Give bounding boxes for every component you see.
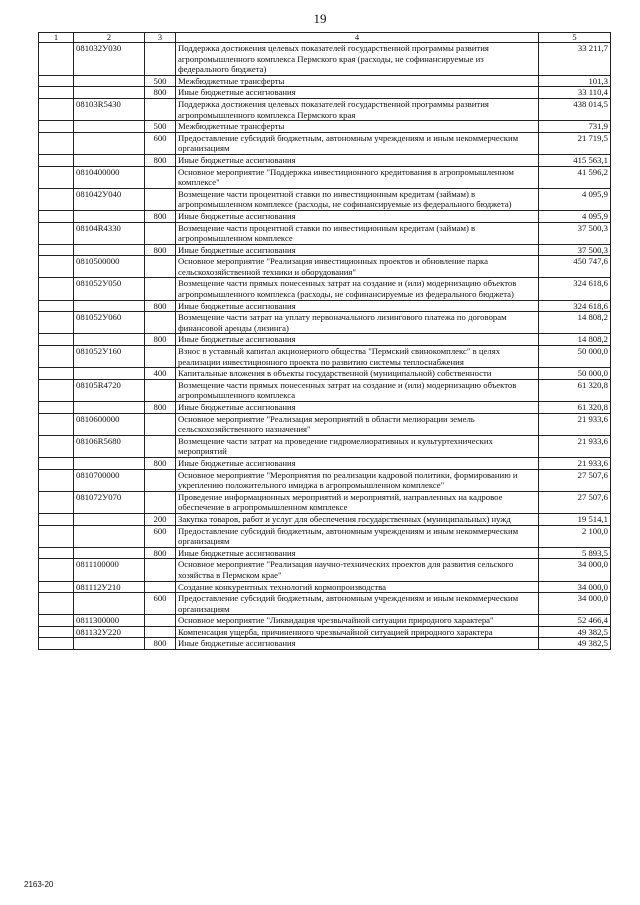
cell-expense-type <box>145 346 176 368</box>
cell-target-code: 08103R5430 <box>74 98 145 120</box>
cell-expense-type <box>145 615 176 627</box>
table-row <box>39 402 611 414</box>
cell-item-name: Предоставление субсидий бюджетным, автономным учреждениям и иным некоммерческим организациям <box>176 593 539 615</box>
cell-amount: 4 095,9 <box>539 210 611 222</box>
cell-item-name: Иные бюджетные ассигнования <box>176 334 539 346</box>
table-row <box>39 210 611 222</box>
table-header-row <box>39 33 611 43</box>
cell-expense-type: 500 <box>145 75 176 87</box>
cell-item-name: Основное мероприятие "Реализация мероприятий в области мелиорации земель сельскохозяйственного назначения" <box>176 413 539 435</box>
cell-target-code <box>74 121 145 133</box>
cell-empty <box>39 222 74 244</box>
cell-item-name: Основное мероприятие "Ликвидация чрезвычайной ситуации природного характера" <box>176 615 539 627</box>
table-row <box>39 75 611 87</box>
cell-empty <box>39 581 74 593</box>
cell-expense-type <box>145 379 176 401</box>
cell-expense-type: 800 <box>145 210 176 222</box>
cell-amount: 34 000,0 <box>539 559 611 581</box>
cell-target-code <box>74 457 145 469</box>
cell-target-code <box>74 300 145 312</box>
cell-expense-type: 800 <box>145 457 176 469</box>
table-row <box>39 121 611 133</box>
cell-item-name: Основное мероприятие "Реализация научно-технических проектов для развития сельского хозяйства в Пермском крае" <box>176 559 539 581</box>
cell-empty <box>39 188 74 210</box>
cell-empty <box>39 638 74 650</box>
cell-amount: 324 618,6 <box>539 278 611 300</box>
cell-empty <box>39 154 74 166</box>
cell-amount: 731,9 <box>539 121 611 133</box>
cell-target-code <box>74 334 145 346</box>
cell-amount: 50 000,0 <box>539 346 611 368</box>
table-row <box>39 222 611 244</box>
cell-target-code <box>74 154 145 166</box>
cell-expense-type <box>145 435 176 457</box>
cell-item-name: Возмещение части затрат на проведение гидромелиоративных и культуртехнических мероприятий <box>176 435 539 457</box>
table-row <box>39 491 611 513</box>
cell-item-name: Иные бюджетные ассигнования <box>176 547 539 559</box>
table-row <box>39 435 611 457</box>
cell-target-code: 081112У210 <box>74 581 145 593</box>
cell-target-code <box>74 244 145 256</box>
cell-item-name: Основное мероприятие "Поддержка инвестиционного кредитования в агропромышленном комплексе" <box>176 166 539 188</box>
cell-amount: 324 618,6 <box>539 300 611 312</box>
cell-target-code: 0811100000 <box>74 559 145 581</box>
cell-target-code <box>74 547 145 559</box>
cell-amount: 52 466,4 <box>539 615 611 627</box>
cell-amount: 21 933,6 <box>539 457 611 469</box>
cell-amount: 14 808,2 <box>539 334 611 346</box>
cell-item-name: Основное мероприятие "Реализация инвестиционных проектов и обновление парка сельскохозяйственной техники и оборудования" <box>176 256 539 278</box>
cell-expense-type <box>145 413 176 435</box>
cell-expense-type <box>145 222 176 244</box>
table-row <box>39 513 611 525</box>
cell-expense-type: 400 <box>145 368 176 380</box>
cell-empty <box>39 121 74 133</box>
cell-amount: 415 563,1 <box>539 154 611 166</box>
table-row <box>39 593 611 615</box>
cell-amount: 49 382,5 <box>539 638 611 650</box>
table-row <box>39 413 611 435</box>
cell-amount: 49 382,5 <box>539 626 611 638</box>
cell-empty <box>39 244 74 256</box>
cell-target-code: 0810400000 <box>74 166 145 188</box>
cell-item-name: Межбюджетные трансферты <box>176 75 539 87</box>
cell-expense-type: 800 <box>145 334 176 346</box>
column-header-4: 4 <box>176 33 539 43</box>
cell-empty <box>39 334 74 346</box>
cell-item-name: Иные бюджетные ассигнования <box>176 300 539 312</box>
cell-target-code <box>74 75 145 87</box>
cell-target-code: 0810600000 <box>74 413 145 435</box>
cell-item-name: Предоставление субсидий бюджетным, автономным учреждениям и иным некоммерческим организациям <box>176 525 539 547</box>
table-row <box>39 43 611 76</box>
table-row <box>39 525 611 547</box>
cell-expense-type: 500 <box>145 121 176 133</box>
table-row <box>39 278 611 300</box>
cell-target-code: 081052У060 <box>74 312 145 334</box>
cell-expense-type: 800 <box>145 402 176 414</box>
cell-target-code: 0811300000 <box>74 615 145 627</box>
cell-target-code: 081052У050 <box>74 278 145 300</box>
cell-item-name: Иные бюджетные ассигнования <box>176 638 539 650</box>
table-row <box>39 256 611 278</box>
cell-target-code: 0810700000 <box>74 469 145 491</box>
table-row <box>39 559 611 581</box>
cell-item-name: Поддержка достижения целевых показателей государственной программы развития агропромышленного комплекса Пермского края (расходы, не софинансируемые из федерального бюджета) <box>176 43 539 76</box>
cell-expense-type: 600 <box>145 525 176 547</box>
cell-target-code: 081132У220 <box>74 626 145 638</box>
cell-target-code <box>74 210 145 222</box>
cell-expense-type <box>145 166 176 188</box>
cell-item-name: Основное мероприятие "Мероприятия по реализации кадровой политики, формированию и укреплению положительного имиджа в агропромышленном комплексе" <box>176 469 539 491</box>
cell-item-name: Создание конкурентных технологий кормопроизводства <box>176 581 539 593</box>
table-row <box>39 638 611 650</box>
cell-target-code <box>74 402 145 414</box>
cell-empty <box>39 593 74 615</box>
cell-item-name: Иные бюджетные ассигнования <box>176 210 539 222</box>
cell-amount: 450 747,6 <box>539 256 611 278</box>
table-row <box>39 154 611 166</box>
cell-amount: 33 211,7 <box>539 43 611 76</box>
cell-target-code <box>74 593 145 615</box>
cell-amount: 50 000,0 <box>539 368 611 380</box>
cell-target-code: 081042У040 <box>74 188 145 210</box>
cell-expense-type: 800 <box>145 154 176 166</box>
cell-empty <box>39 368 74 380</box>
cell-empty <box>39 300 74 312</box>
budget-table <box>38 32 611 650</box>
cell-target-code: 08106R5680 <box>74 435 145 457</box>
cell-target-code <box>74 638 145 650</box>
cell-amount: 101,3 <box>539 75 611 87</box>
cell-target-code: 081072У070 <box>74 491 145 513</box>
table-row <box>39 132 611 154</box>
cell-item-name: Иные бюджетные ассигнования <box>176 87 539 99</box>
cell-empty <box>39 457 74 469</box>
cell-amount: 4 095,9 <box>539 188 611 210</box>
cell-item-name: Закупка товаров, работ и услуг для обеспечения государственных (муниципальных) нужд <box>176 513 539 525</box>
cell-expense-type: 600 <box>145 132 176 154</box>
cell-item-name: Иные бюджетные ассигнования <box>176 244 539 256</box>
table-body <box>39 43 611 650</box>
cell-target-code <box>74 132 145 154</box>
table-row <box>39 312 611 334</box>
cell-item-name: Возмещение части процентной ставки по инвестиционным кредитам (займам) в агропромышленном комплексе (расходы, не софинансируемые из федерального бюджета) <box>176 188 539 210</box>
cell-target-code <box>74 525 145 547</box>
cell-expense-type <box>145 469 176 491</box>
table-row <box>39 300 611 312</box>
table-row <box>39 188 611 210</box>
cell-item-name: Возмещение части прямых понесенных затрат на создание и (или) модернизацию объектов агропромышленного комплекса (расходы, не софинансируемые из федерального бюджета) <box>176 278 539 300</box>
cell-target-code: 0810500000 <box>74 256 145 278</box>
table-row <box>39 457 611 469</box>
cell-expense-type <box>145 626 176 638</box>
cell-amount: 21 719,5 <box>539 132 611 154</box>
cell-amount: 41 596,2 <box>539 166 611 188</box>
cell-empty <box>39 615 74 627</box>
table-row <box>39 379 611 401</box>
table-row <box>39 368 611 380</box>
cell-amount: 27 507,6 <box>539 469 611 491</box>
cell-expense-type: 800 <box>145 244 176 256</box>
cell-amount: 34 000,0 <box>539 581 611 593</box>
cell-expense-type: 800 <box>145 300 176 312</box>
cell-amount: 34 000,0 <box>539 593 611 615</box>
cell-empty <box>39 256 74 278</box>
cell-amount: 61 320,8 <box>539 379 611 401</box>
cell-item-name: Межбюджетные трансферты <box>176 121 539 133</box>
cell-target-code <box>74 513 145 525</box>
cell-expense-type <box>145 256 176 278</box>
cell-amount: 14 808,2 <box>539 312 611 334</box>
cell-item-name: Проведение информационных мероприятий и мероприятий, направленных на кадровое обеспечение в агропромышленном комплексе <box>176 491 539 513</box>
column-header-1: 1 <box>39 33 74 43</box>
cell-expense-type <box>145 581 176 593</box>
table-row <box>39 346 611 368</box>
cell-empty <box>39 413 74 435</box>
table-row <box>39 581 611 593</box>
cell-empty <box>39 547 74 559</box>
cell-empty <box>39 210 74 222</box>
cell-item-name: Поддержка достижения целевых показателей государственной программы развития агропромышленного комплекса Пермского края <box>176 98 539 120</box>
cell-target-code: 08105R4720 <box>74 379 145 401</box>
table-row <box>39 469 611 491</box>
cell-amount: 21 933,6 <box>539 435 611 457</box>
cell-amount: 19 514,1 <box>539 513 611 525</box>
cell-item-name: Возмещение части процентной ставки по инвестиционным кредитам (займам) в агропромышленном комплексе <box>176 222 539 244</box>
cell-empty <box>39 559 74 581</box>
cell-empty <box>39 626 74 638</box>
cell-item-name: Иные бюджетные ассигнования <box>176 402 539 414</box>
cell-amount: 37 500,3 <box>539 222 611 244</box>
cell-empty <box>39 402 74 414</box>
cell-empty <box>39 87 74 99</box>
cell-expense-type <box>145 98 176 120</box>
cell-empty <box>39 312 74 334</box>
cell-target-code: 081032У030 <box>74 43 145 76</box>
column-header-2: 2 <box>74 33 145 43</box>
cell-empty <box>39 132 74 154</box>
cell-target-code <box>74 87 145 99</box>
cell-empty <box>39 469 74 491</box>
cell-empty <box>39 525 74 547</box>
cell-empty <box>39 75 74 87</box>
cell-item-name: Иные бюджетные ассигнования <box>176 457 539 469</box>
cell-expense-type: 800 <box>145 638 176 650</box>
cell-empty <box>39 166 74 188</box>
cell-amount: 5 893,5 <box>539 547 611 559</box>
cell-item-name: Возмещение части затрат на уплату первоначального лизингового платежа по договорам финансовой аренды (лизинга) <box>176 312 539 334</box>
cell-target-code: 081052У160 <box>74 346 145 368</box>
column-header-3: 3 <box>145 33 176 43</box>
cell-item-name: Капитальные вложения в объекты государственной (муниципальной) собственности <box>176 368 539 380</box>
cell-amount: 2 100,0 <box>539 525 611 547</box>
cell-amount: 438 014,5 <box>539 98 611 120</box>
cell-expense-type: 600 <box>145 593 176 615</box>
page-number: 19 <box>313 11 327 26</box>
table-row <box>39 87 611 99</box>
cell-expense-type <box>145 491 176 513</box>
cell-amount: 61 320,8 <box>539 402 611 414</box>
cell-amount: 27 507,6 <box>539 491 611 513</box>
document-footer-code: 2163-20 <box>24 880 54 889</box>
table-row <box>39 615 611 627</box>
cell-target-code <box>74 368 145 380</box>
cell-empty <box>39 379 74 401</box>
cell-item-name: Компенсация ущерба, причиненного чрезвычайной ситуацией природного характера <box>176 626 539 638</box>
cell-expense-type: 800 <box>145 547 176 559</box>
table-row <box>39 166 611 188</box>
table-row <box>39 334 611 346</box>
cell-expense-type <box>145 559 176 581</box>
table-row <box>39 547 611 559</box>
cell-empty <box>39 491 74 513</box>
table-row <box>39 98 611 120</box>
cell-item-name: Взнос в уставный капитал акционерного общества "Пермский свинокомплекс" в целях реализации инвестиционного проекта по развитию системы теплоснабжения <box>176 346 539 368</box>
cell-amount: 21 933,6 <box>539 413 611 435</box>
cell-expense-type <box>145 278 176 300</box>
cell-empty <box>39 98 74 120</box>
table-row <box>39 244 611 256</box>
cell-empty <box>39 346 74 368</box>
cell-amount: 33 110,4 <box>539 87 611 99</box>
cell-item-name: Возмещение части прямых понесенных затрат на создание и (или) модернизацию объектов агропромышленного комплекса <box>176 379 539 401</box>
cell-expense-type <box>145 43 176 76</box>
cell-empty <box>39 278 74 300</box>
cell-item-name: Предоставление субсидий бюджетным, автономным учреждениям и иным некоммерческим организациям <box>176 132 539 154</box>
cell-empty <box>39 513 74 525</box>
column-header-5: 5 <box>539 33 611 43</box>
cell-target-code: 08104R4330 <box>74 222 145 244</box>
cell-empty <box>39 43 74 76</box>
cell-amount: 37 500,3 <box>539 244 611 256</box>
cell-empty <box>39 435 74 457</box>
table-row <box>39 626 611 638</box>
cell-expense-type <box>145 188 176 210</box>
cell-expense-type: 200 <box>145 513 176 525</box>
cell-expense-type <box>145 312 176 334</box>
cell-item-name: Иные бюджетные ассигнования <box>176 154 539 166</box>
cell-expense-type: 800 <box>145 87 176 99</box>
